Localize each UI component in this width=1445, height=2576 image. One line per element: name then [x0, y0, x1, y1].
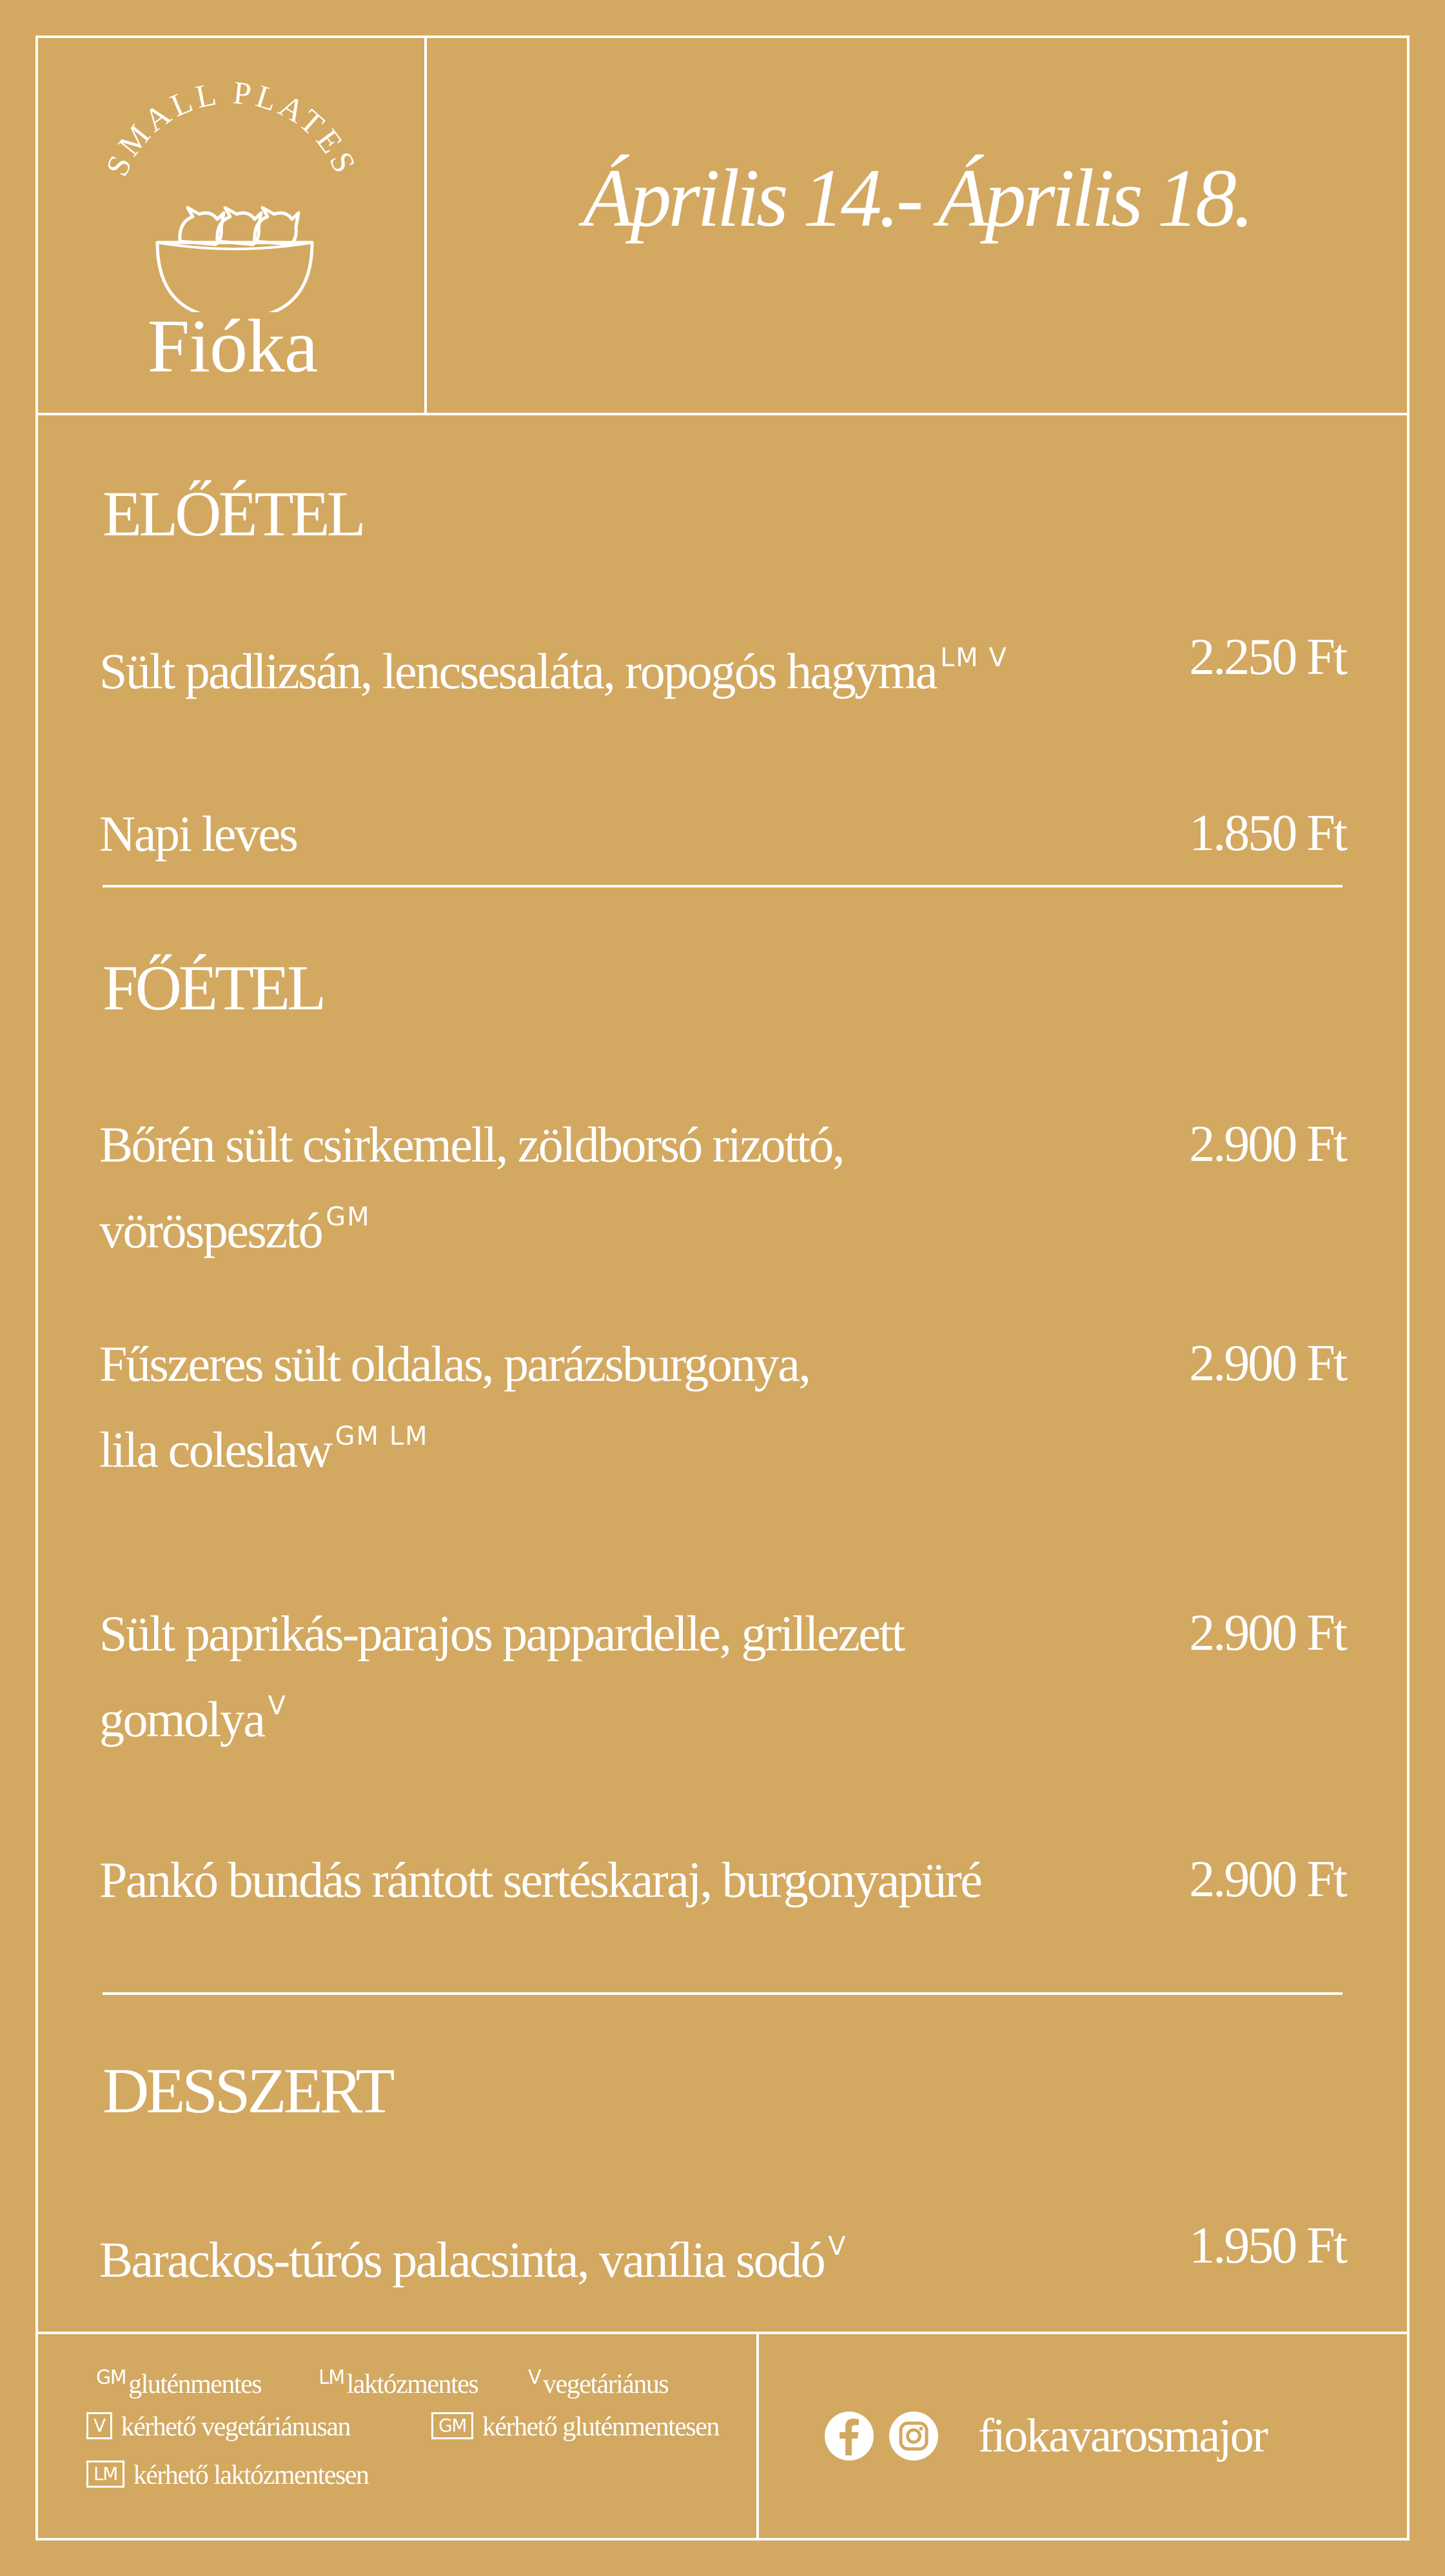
menu-item: [99, 1328, 1099, 1486]
facebook-icon[interactable]: [823, 2410, 875, 2462]
diet-tags: LM V: [939, 643, 1008, 673]
diet-tags: GM: [326, 1202, 371, 1232]
item-name: Pankó bundás rántott sertéskaraj, burgonyapüré: [99, 1852, 981, 1908]
menu-item: [99, 622, 1099, 708]
item-name-line2: gomolya: [99, 1691, 264, 1747]
logo-tagline: SMALL PLATES: [98, 74, 365, 182]
item-name: Napi leves: [99, 806, 297, 862]
item-price: 2.900 Ft: [1189, 1116, 1346, 1173]
section-title-desszert: DESSZERT: [103, 2055, 392, 2126]
legend-v-optional: [86, 2412, 350, 2442]
section-title-foetel: FŐÉTEL: [103, 952, 324, 1024]
instagram-icon[interactable]: [888, 2410, 939, 2462]
v-symbol: V: [528, 2366, 541, 2389]
item-name-line2: lila coleslaw: [99, 1422, 331, 1478]
legend-v: [528, 2366, 668, 2400]
menu-footer: [38, 2332, 1407, 2538]
item-name-line2: vöröspesztó: [99, 1202, 322, 1258]
legend-text: vegetáriánus: [543, 2370, 669, 2399]
item-price: 1.850 Ft: [1189, 805, 1346, 862]
item-price: 1.950 Ft: [1189, 2217, 1346, 2274]
legend-gm: [96, 2366, 261, 2400]
divider: [103, 885, 1342, 887]
svg-text:SMALL PLATES: [99, 74, 365, 181]
brand-name: Fióka: [147, 304, 318, 388]
menu-item: [99, 1598, 1099, 1756]
menu-item: [99, 798, 1099, 870]
v-box-symbol: V: [86, 2412, 112, 2439]
item-price: 2.900 Ft: [1189, 1605, 1346, 1661]
legend-lm-optional: [86, 2460, 368, 2491]
logo-block: [38, 38, 427, 413]
lm-box-symbol: LM: [86, 2461, 124, 2488]
item-name: Barackos-túrós palacsinta, vanília sodó: [99, 2232, 825, 2288]
legend-text: kérhető gluténmentesen: [482, 2412, 719, 2442]
diet-tags: GM LM: [335, 1422, 429, 1451]
diet-tags: V: [268, 1691, 287, 1721]
item-name: Sült padlizsán, lencsesaláta, ropogós hagyma: [99, 643, 936, 699]
menu-item: [99, 1844, 1099, 1916]
legend-text: kérhető vegetáriánusan: [121, 2412, 350, 2442]
bowl-logo-icon: [96, 67, 367, 312]
item-price: 2.250 Ft: [1189, 629, 1346, 686]
gm-box-symbol: GM: [431, 2412, 473, 2439]
section-title-eloetel: ELŐÉTEL: [103, 478, 363, 550]
item-price: 2.900 Ft: [1189, 1335, 1346, 1392]
menu-item: [99, 1109, 1099, 1267]
legend-text: kérhető laktózmentesen: [133, 2461, 369, 2490]
social-block: [759, 2334, 1407, 2538]
legend-lm: [319, 2366, 478, 2400]
item-price: 2.900 Ft: [1189, 1851, 1346, 1908]
legend-gm-optional: [431, 2412, 719, 2442]
date-range: Április 14.- Április 18.: [583, 152, 1251, 244]
item-name-line1: Fűszeres sült oldalas, parázsburgonya,: [99, 1336, 810, 1392]
legend: [38, 2334, 759, 2538]
menu-header: [38, 38, 1407, 415]
menu-frame: [35, 35, 1410, 2541]
diet-tags: V: [828, 2232, 847, 2261]
lm-symbol: LM: [319, 2366, 344, 2389]
legend-text: laktózmentes: [346, 2370, 478, 2399]
item-name-line1: Sült paprikás-parajos pappardelle, grillezett: [99, 1605, 904, 1661]
social-handle[interactable]: fiokavarosmajor: [978, 2409, 1267, 2462]
item-name-line1: Bőrén sült csirkemell, zöldborsó rizottó,: [99, 1116, 843, 1173]
legend-text: gluténmentes: [128, 2370, 262, 2399]
divider: [103, 1992, 1342, 1995]
menu-item: [99, 2210, 1099, 2296]
gm-symbol: GM: [96, 2366, 126, 2389]
